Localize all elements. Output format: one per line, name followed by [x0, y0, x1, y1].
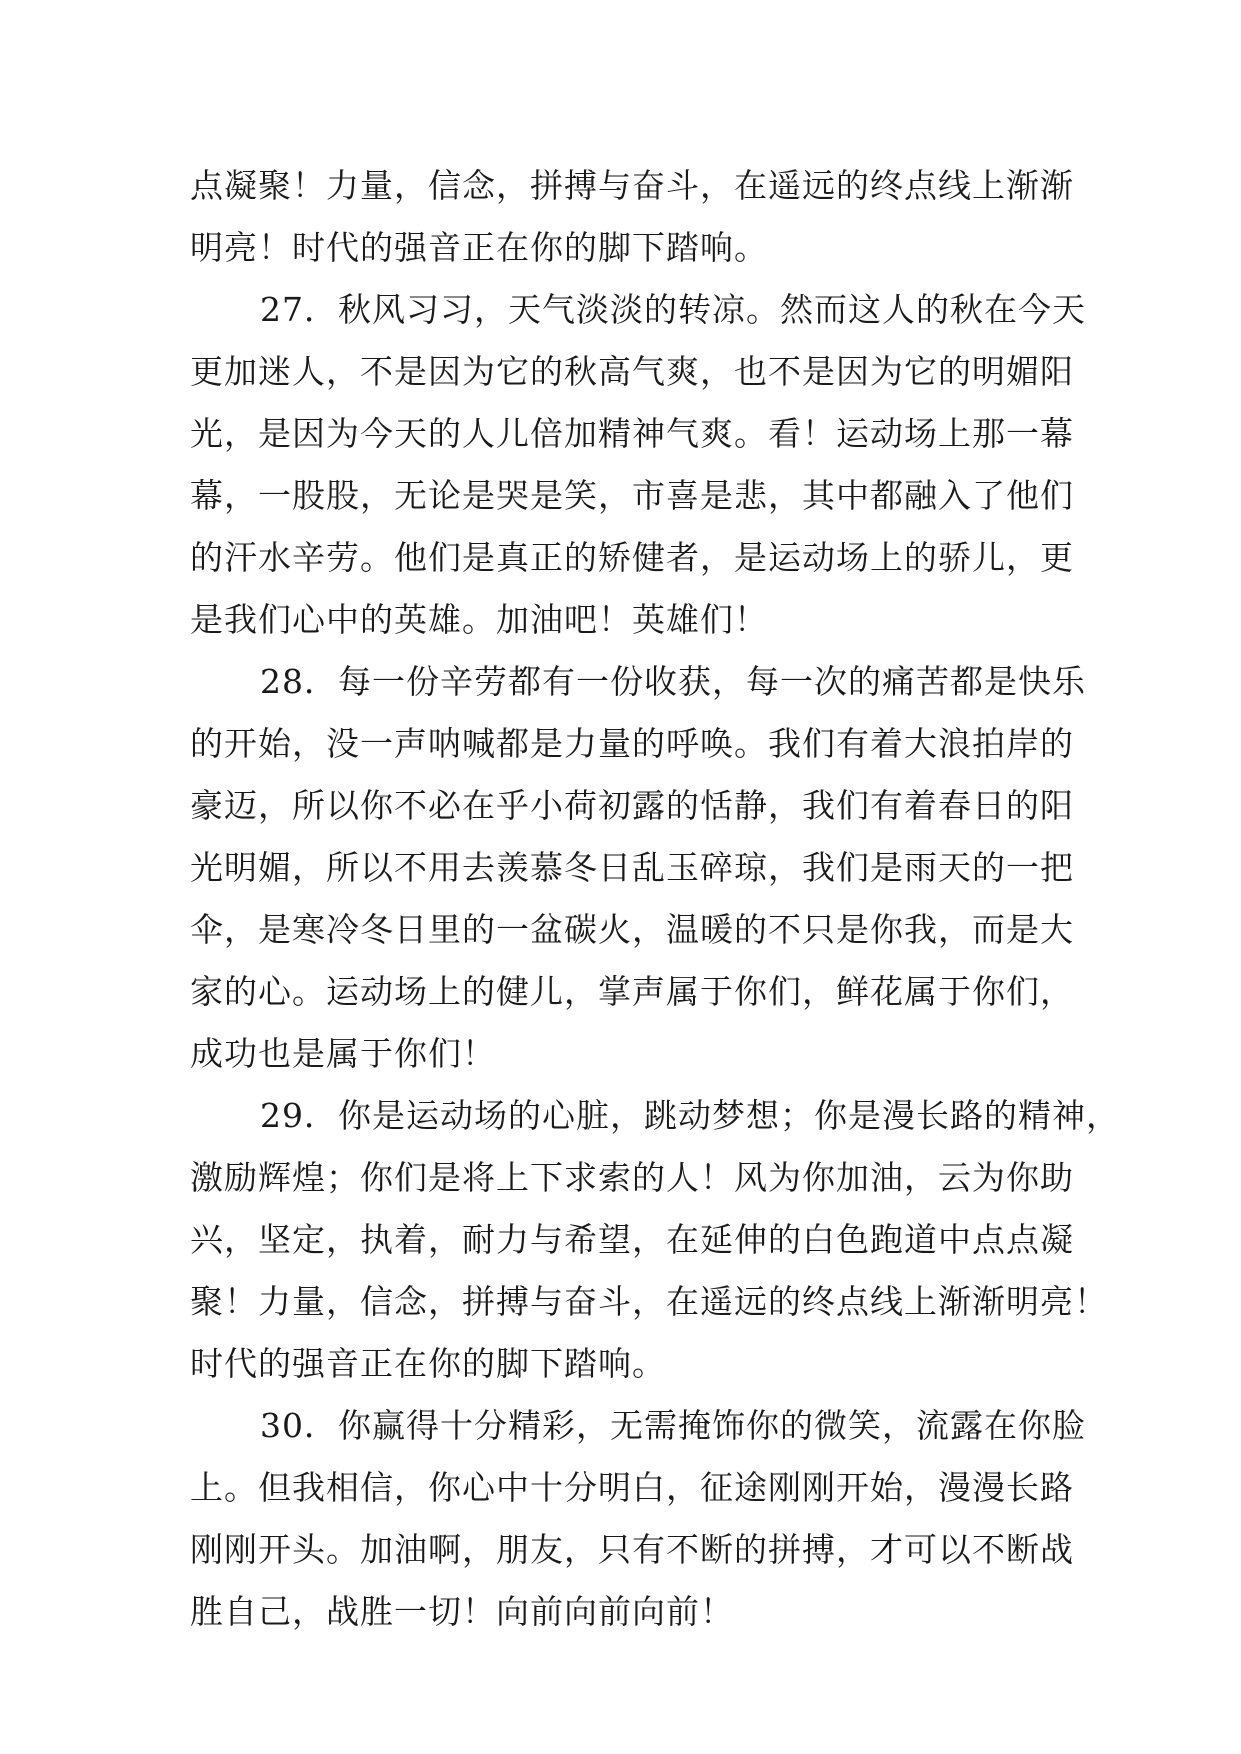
text-line: 聚！力量，信念，拼搏与奋斗，在遥远的终点线上渐渐明亮！	[190, 1282, 1108, 1321]
text-line: 30．你赢得十分精彩，无需掩饰你的微笑，流露在你脸	[260, 1406, 1086, 1445]
text-line: 的开始，没一声呐喊都是力量的呼唤。我们有着大浪拍岸的	[190, 724, 1074, 763]
text-line: 时代的强音正在你的脚下踏响。	[190, 1344, 666, 1383]
text-line: 28．每一份辛劳都有一份收获，每一次的痛苦都是快乐	[260, 662, 1086, 701]
text-line: 光，是因为今天的人儿倍加精神气爽。看！运动场上那一幕	[190, 414, 1074, 453]
text-line: 27．秋风习习，天气淡淡的转凉。然而这人的秋在今天	[260, 290, 1086, 329]
text-line: 29．你是运动场的心脏，跳动梦想；你是漫长路的精神，	[260, 1096, 1120, 1135]
text-line: 更加迷人，不是因为它的秋高气爽，也不是因为它的明媚阳	[190, 352, 1074, 391]
text-line: 的汗水辛劳。他们是真正的矫健者，是运动场上的骄儿，更	[190, 538, 1074, 577]
text-line: 幕，一股股，无论是哭是笑，市喜是悲，其中都融入了他们	[190, 476, 1074, 515]
text-line: 家的心。运动场上的健儿，掌声属于你们，鲜花属于你们，	[190, 972, 1074, 1011]
text-line: 伞，是寒冷冬日里的一盆碳火，温暖的不只是你我，而是大	[190, 910, 1074, 949]
text-line: 成功也是属于你们！	[190, 1034, 496, 1073]
text-line: 明亮！时代的强音正在你的脚下踏响。	[190, 228, 768, 267]
document-body	[190, 155, 1120, 1643]
text-line: 激励辉煌；你们是将上下求索的人！风为你加油，云为你助	[190, 1158, 1074, 1197]
text-line: 上。但我相信，你心中十分明白，征途刚刚开始，漫漫长路	[190, 1468, 1074, 1507]
text-line: 胜自己，战胜一切！向前向前向前！	[190, 1592, 734, 1631]
text-line: 兴，坚定，执着，耐力与希望，在延伸的白色跑道中点点凝	[190, 1220, 1074, 1259]
text-line: 豪迈，所以你不必在乎小荷初露的恬静，我们有着春日的阳	[190, 786, 1074, 825]
text-line: 是我们心中的英雄。加油吧！英雄们！	[190, 600, 768, 639]
text-line: 光明媚，所以不用去羡慕冬日乱玉碎琼，我们是雨天的一把	[190, 848, 1074, 887]
text-line: 点凝聚！力量，信念，拼搏与奋斗，在遥远的终点线上渐渐	[190, 166, 1074, 205]
text-line: 刚刚开头。加油啊，朋友，只有不断的拼搏，才可以不断战	[190, 1530, 1074, 1569]
